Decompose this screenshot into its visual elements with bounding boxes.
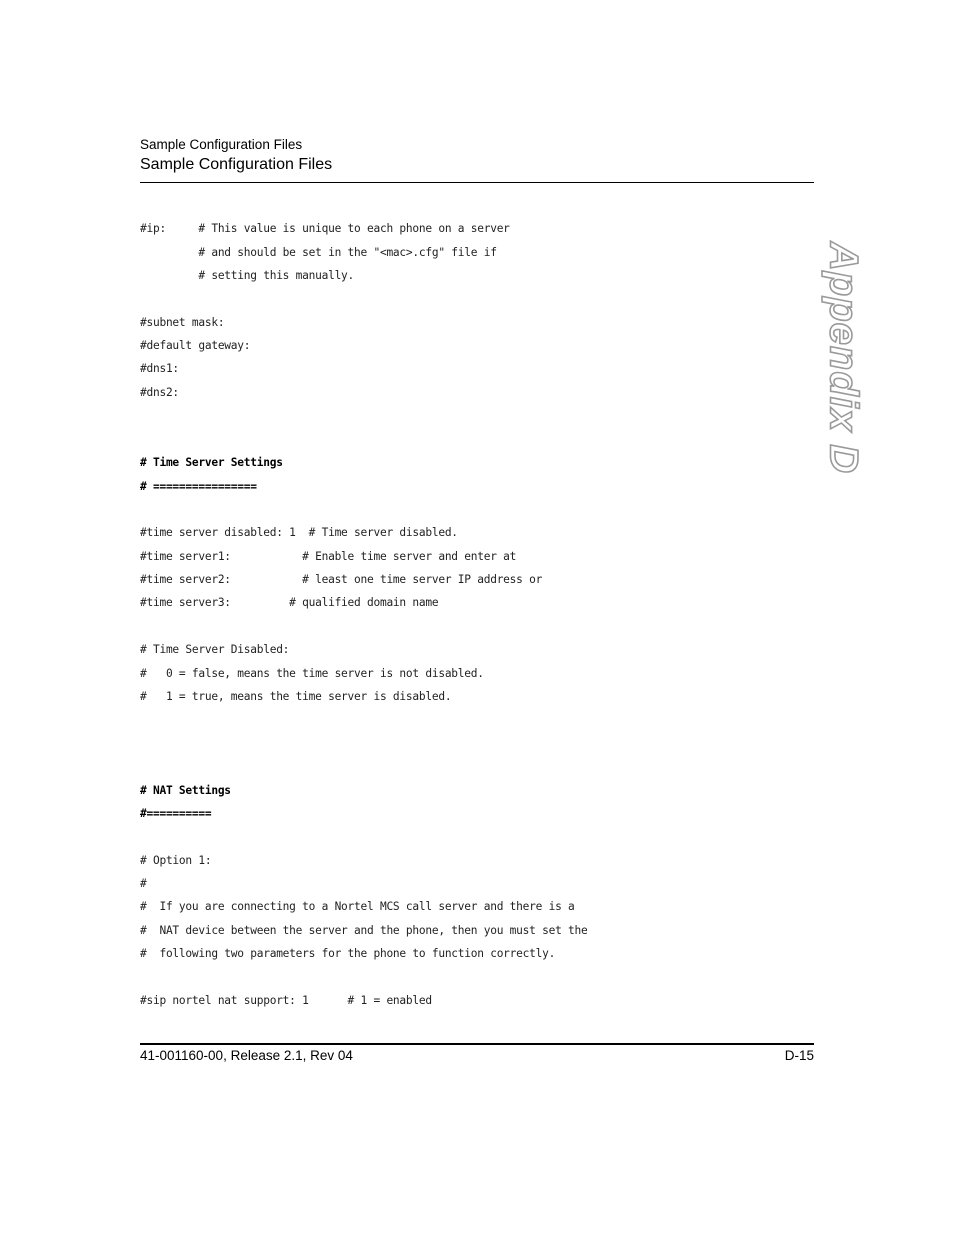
code-nat-desc-3: # following two parameters for the phone to function correctly. — [140, 947, 556, 960]
code-subnet-mask: #subnet mask: — [140, 316, 225, 329]
code-sip-nortel-nat-support: #sip nortel nat support: 1 # 1 = enabled — [140, 994, 432, 1007]
code-time-note-2: # 0 = false, means the time server is not disabled. — [140, 667, 484, 680]
nat-settings-rule: #========== — [140, 807, 212, 820]
footer-page-number: D-15 — [784, 1048, 814, 1063]
code-ip-line-2: # and should be set in the "<mac>.cfg" file if — [140, 246, 497, 259]
code-default-gateway: #default gateway: — [140, 339, 251, 352]
running-header: Sample Configuration Files — [140, 137, 303, 152]
code-ip-line-3: # setting this manually. — [140, 269, 355, 282]
code-time-server-disabled: #time server disabled: 1 # Time server disabled. — [140, 526, 458, 539]
code-time-note-3: # 1 = true, means the time server is disabled. — [140, 690, 452, 703]
time-server-rule: # ================ — [140, 480, 257, 493]
code-nat-option: # Option 1: — [140, 854, 212, 867]
code-nat-hash: # — [140, 877, 147, 890]
footer-divider — [140, 1043, 814, 1045]
footer-doc-id: 41-001160-00, Release 2.1, Rev 04 — [140, 1048, 353, 1063]
nat-settings-heading: # NAT Settings — [140, 784, 231, 797]
code-time-server1: #time server1: # Enable time server and enter at — [140, 550, 517, 563]
header-divider — [140, 182, 814, 183]
appendix-side-tab — [818, 241, 868, 475]
code-nat-desc-1: # If you are connecting to a Nortel MCS call server and there is a — [140, 900, 575, 913]
code-time-server2: #time server2: # least one time server IP address or — [140, 573, 543, 586]
code-time-server3: #time server3: # qualified domain name — [140, 596, 439, 609]
code-nat-desc-2: # NAT device between the server and the phone, then you must set the — [140, 924, 588, 937]
code-dns2: #dns2: — [140, 386, 179, 399]
code-time-note-1: # Time Server Disabled: — [140, 643, 290, 656]
code-ip-line-1: #ip: # This value is unique to each phone on a server — [140, 222, 510, 235]
appendix-label: Appendix D — [821, 241, 866, 475]
time-server-heading: # Time Server Settings — [140, 456, 283, 469]
code-dns1: #dns1: — [140, 362, 179, 375]
section-title: Sample Configuration Files — [140, 156, 333, 173]
